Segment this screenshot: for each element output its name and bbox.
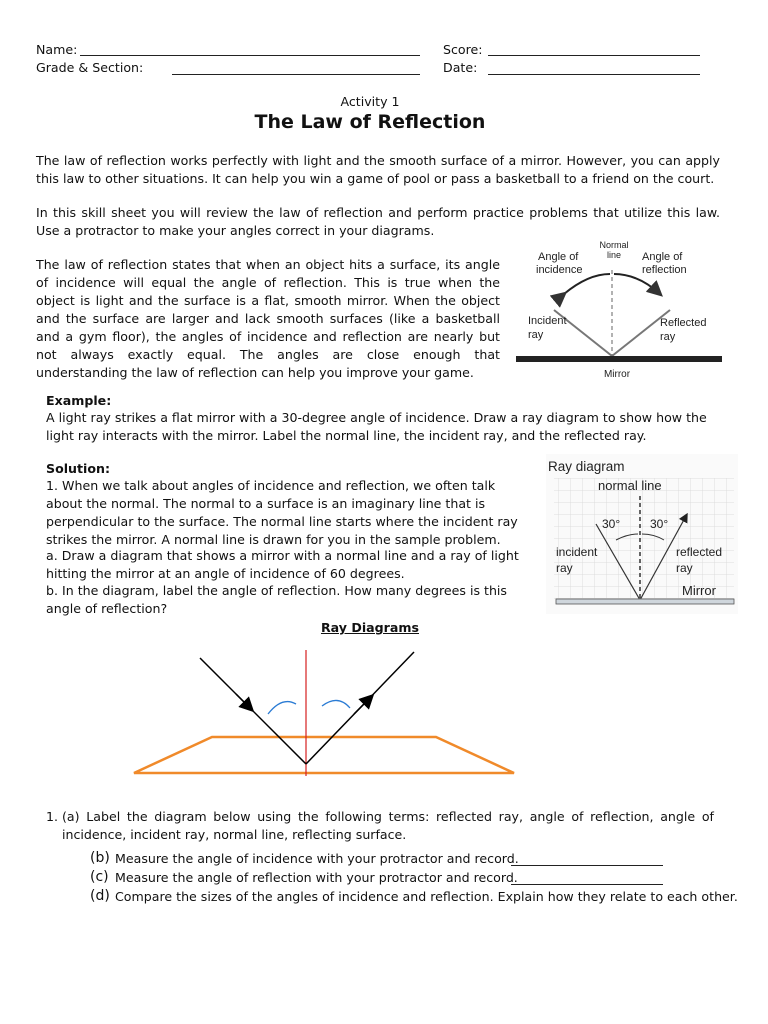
- solution-line2: a. Draw a diagram that shows a mirror with a normal line and a ray of light hitting the mirror at an angle of incidence of 60 degrees.: [46, 548, 519, 581]
- svg-text:reflection: reflection: [642, 264, 687, 276]
- question-b-label: (b): [90, 850, 110, 866]
- grade-section-field[interactable]: [172, 74, 420, 75]
- solution-heading: Solution:: [46, 461, 110, 476]
- page-title: The Law of Reflection: [254, 111, 486, 133]
- ray-diagram-title: Ray diagram: [548, 459, 625, 474]
- mirror-label-2: Mirror: [682, 583, 716, 598]
- svg-text:ray: ray: [556, 561, 573, 575]
- date-label: Date:: [443, 60, 478, 75]
- svg-text:ray: ray: [660, 331, 676, 343]
- normal-line-label: Normal: [599, 240, 629, 250]
- name-field[interactable]: [80, 55, 420, 56]
- angle-reflection-label: Angle of: [642, 251, 683, 263]
- grade-label: Grade & Section:: [36, 60, 144, 75]
- reflection-angle-arc: [322, 700, 350, 708]
- main-ray-diagram: [126, 644, 526, 780]
- reflection-arc: [614, 274, 660, 294]
- example-heading: Example:: [46, 393, 112, 408]
- skill-sheet-paragraph: In this skill sheet you will review the law of reflection and perform practice problems that utilize this law. Use a protractor to make your angles correct in your diagrams.: [36, 205, 720, 238]
- score-label: Score:: [443, 42, 483, 57]
- ray-diagram-example: [546, 454, 738, 614]
- angle-left-label: 30°: [602, 517, 621, 531]
- question-number: 1.: [46, 809, 59, 824]
- answer-c-field[interactable]: [511, 884, 663, 885]
- svg-text:ray: ray: [528, 329, 544, 341]
- question-d: Compare the sizes of the angles of incidence and reflection. Explain how they relate to each other.: [115, 889, 738, 904]
- svg-text:ray: ray: [676, 561, 693, 575]
- angle-incidence-label: Angle of: [538, 251, 579, 263]
- solution-line3: b. In the diagram, label the angle of reflection. How many degrees is this angle of reflection?: [46, 583, 507, 616]
- incident-ray-3: [200, 658, 306, 764]
- incident-label-2: incident: [556, 545, 598, 559]
- solution-line1: 1. When we talk about angles of incidence and reflection, we often talk about the normal. The normal to a surface is an imaginary line that is perpendicular to the surface. The normal line starts where the incident ray strikes the mirror. A normal line is drawn for you in the sample problem.: [46, 478, 518, 547]
- question-c-label: (c): [90, 869, 109, 885]
- incident-arrow: [236, 694, 250, 708]
- example-text: A light ray strikes a flat mirror with a 30-degree angle of incidence. Draw a ray diagram to show how the light ray interacts with the mirror. Label the normal line, the incident ray, and the reflected ray.: [46, 410, 707, 443]
- svg-text:line: line: [606, 250, 622, 260]
- name-label: Name:: [36, 42, 78, 57]
- question-d-label: (d): [90, 888, 110, 904]
- reflected-arrow: [354, 698, 370, 714]
- ray-diagrams-heading: Ray Diagrams: [320, 620, 419, 635]
- mirror-surface: [516, 356, 722, 362]
- reflecting-surface: [134, 737, 514, 773]
- activity-label: Activity 1: [340, 94, 400, 109]
- angle-right-label: 30°: [650, 517, 669, 531]
- question-b: Measure the angle of incidence with your protractor and record.: [115, 851, 519, 866]
- reflection-diagram: [514, 238, 724, 378]
- normal-line-label-2: normal line: [598, 478, 662, 493]
- score-field[interactable]: [488, 55, 700, 56]
- reflected-label-2: reflected: [676, 545, 723, 559]
- incidence-angle-arc: [268, 702, 296, 714]
- date-field[interactable]: [488, 74, 700, 75]
- incident-ray-label: Incident: [528, 315, 567, 327]
- question-c: Measure the angle of reflection with your protractor and record.: [115, 870, 518, 885]
- reflected-ray-label: Reflected: [660, 317, 707, 329]
- intro-paragraph: The law of reflection works perfectly with light and the smooth surface of a mirror. However, you can apply this law to other situations. It can help you win a game of pool or pass a basketball to a friend on the court.: [36, 153, 720, 186]
- mirror-label: Mirror: [603, 369, 631, 378]
- question-1a: (a) Label the diagram below using the following terms: reflected ray, angle of reflection, angle of incidence, incident ray, normal line, reflecting surface.: [62, 809, 714, 842]
- incidence-arc: [564, 274, 610, 294]
- svg-text:incidence: incidence: [536, 264, 583, 276]
- law-paragraph: The law of reflection states that when an object hits a surface, its angle of incidence will equal the angle of reflection. This is true when the object is light and the surface is a flat, smooth mirror. When the object and the surface are larger and lack smooth surfaces (like a basketball and a gym floor), the angles of incidence and reflection are nearly but not always exactly equal. The angles are close enough that understanding the law of reflection can help you improve your game.: [36, 257, 500, 380]
- mirror-surface-2: [556, 599, 734, 604]
- answer-b-field[interactable]: [511, 865, 663, 866]
